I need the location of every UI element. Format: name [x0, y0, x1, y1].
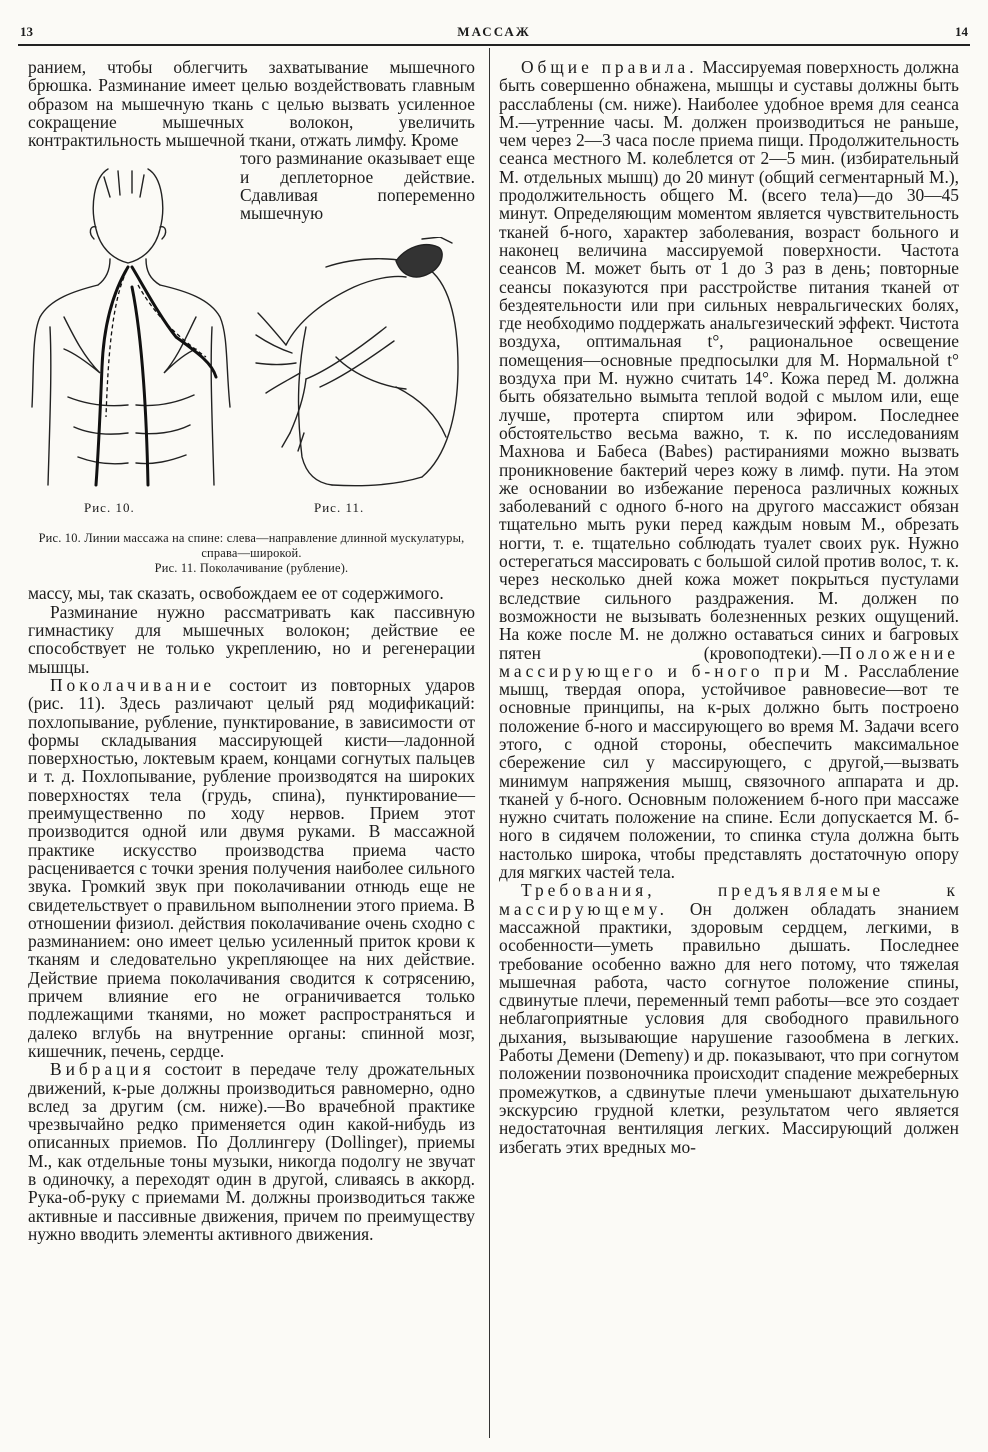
left-column [28, 58, 475, 1243]
column-divider [489, 48, 490, 1438]
caption-fig-11: Рис. 11. Поколачивание (рубление). [154, 561, 349, 576]
term-positioning: Положение массирующего и б-ного при М. [499, 642, 959, 681]
paragraph-requirements [499, 881, 959, 1155]
paragraph-vibration [28, 1060, 475, 1243]
figure-side-text [240, 149, 475, 222]
paragraph-requirements-text: Он должен обладать знанием массажной практики, здоровым сердцем, легкими, в особенности—уметь правильно дышать. Последнее требование особенно важно для него потому, что тяжелая мышечная работа, часто согнутое положение спины, сдвинутые плечи, переменный темп работы—все это создает неблагоприятные условия для свободного правильного дыхания, вызывающие нарушение газообмена в легких. Работы Демени (Demeny) и др. показывают, что при согнутом положении позвоночника происходит спадение межреберных промежутков, а сдвинутые плечи уменьшают дыхательную экскурсию грудной клетки, результатом чего является недостаточная вентиляция легких. Массирующий должен избегать этих вредных мо- [499, 898, 959, 1157]
paragraph-kneading-end: массу, мы, так сказать, освобождаем ее от содержимого. [28, 583, 444, 604]
paragraph-general-rules [499, 58, 959, 881]
term-vibration: Вибрация [50, 1059, 155, 1080]
term-general-rules: Общие правила. [521, 57, 698, 77]
page-number-left: 13 [20, 24, 33, 39]
term-percussion: Поколачивание [50, 674, 216, 695]
running-title: МАССАЖ [457, 24, 531, 39]
paragraph-kneading-gymnastics: Разминание нужно рассматривать как пассивную гимнастику для мышечных волокон; действие ее способствует не только укреплению, но и регенерации мышцы. [28, 601, 475, 677]
term-requirements: Требования, предъявляемые к массирующему. [499, 880, 959, 919]
paragraph-kneading-intro: ранием, чтобы облегчить захватывание мышечного брюшка. Разминание имеет целью воздействовать главным образом на мышечную ткань с целью вызвать усиленное сокращение мышечных волокон, увеличить контрактильность мышечной ткани, отжать лимфу. Кроме [28, 57, 475, 151]
figure-11-percussion-illustration [246, 237, 464, 487]
figure-10-label: Рис. 10. [84, 500, 135, 516]
figure-11-label: Рис. 11. [314, 500, 365, 516]
paragraph-percussion [28, 676, 475, 1060]
right-column [499, 58, 959, 1156]
paragraph-positioning-text: Расслабление мышц, твердая опора, устойчивое равновесие—вот те основные принципы, на к-рых должно быть построено положение б-ного и массирующего во время М. Задачи всего этого, с одной стороны, обеспечить максимальное сбережение сил у массирующего, с другой,—вызвать минимум напряжения мышц, связочного аппарата и др. тканей у б-ного. Основным положением б-ного при массаже нужно считать положение на спине. Если допускается М. б-ного в сидячем положении, то спинка стула должна быть настолько широка, чтобы представлять достаточную опору для мягких частей тела. [499, 660, 959, 883]
figure-10-back-illustration [28, 167, 234, 487]
paragraph-general-rules-text: Массируемая поверхность должна быть совершенно обнажена, мышцы и суставы должны быть расслаблены (см. ниже). Наиболее удобное время для сеанса М.—утренние часы. М. должен производиться не раньше, чем через 2—3 часа после приема пищи. Продолжительность сеанса местного М. колеблется от 2—5 мин. (избирательный М. отдельных мышц) до 20 минут (общий сегментарный М.), продолжительность общего М. (всего тела)—до 30—45 минут. Определяющим моментом является чувствительность тканей б-ного, характер заболевания, возраст больного и наконец величина массируемой поверхности. Частота сеансов М. может быть от 1 до 3 раз в день; повторные сеансы показуются при расстройстве питания тканей от бездеятельности или при сильных невральгических болях, где необходимо поддержать анальгезический эффект. Чистота воздуха, оптимальная t°, рациональное освещение помещения—основные предпосылки для М. Нормальной t° воздуха при М. нужно считать 14°. Кожа перед М. должна быть обязательно вымыта теплой водой с мылом или, еще лучше, протерта спиртом или эфиром. Последнее обстоятельство весьма важно, т. к. по исследованиям Махнова и Бабеса (Babes) растираниями можно вызвать проникновение бактерий через кожу в лимф. пути. На этом же основании во избежание переноса различных кожных заболеваний с одного б-ного на другого массажист обязан тщательно мыть руки перед каждым новым М., обрезать ногти, т. е. тщательно соблюдать туалет своих рук. Нужно остерегаться массировать с большой силой против волос, т. к. через несколько дней кожа может покрыться пустулами вследствие сильного раздражения. М. должен по возможности не вызывать болезненных резких ощущений. На коже после М. не должно оставаться синих и багровых пятен (кровоподтеки).— [499, 57, 959, 663]
figure-block [28, 149, 475, 527]
paragraph-percussion-text: состоит из повторных ударов (рис. 11). Здесь различают целый ряд модификаций: похлопывание, рубление, пунктирование, в зависимости от формы складывания массирующей кисти—ладонной поверхностью, локтевым краем, концами согнутых пальцев и т. д. Похлопывание, рубление производятся на широких поверхностях тела (грудь, спина), пунктирование—преимущественно по ходу нервов. Прием этот производится одной или двумя руками. В массажной практике искусство производства приема часто расценивается с точки зрения получения наиболее сильного звука. Громкий звук при поколачивании отнюдь еще не свидетельствует о правильном выполнении этого приема. В отношении физиол. действия поколачивание очень сходно с разминанием: оно имеет целью усиленный приток крови к тканям и следовательно укрепляющее на них действие. Действие приема поколачивания сводится к сотрясению, причем влияние его не ограничивается только подлежащими тканями, но может распространяться и далеко вглубь на внутренние органы: спинной мозг, кишечник, печень, сердце. [28, 674, 475, 1061]
header-rule [18, 44, 970, 46]
paragraph-kneading-side: того разминание оказывает еще и деплеторное действие. Сдавливая попеременно мышечную [240, 148, 475, 224]
page-header [20, 20, 968, 46]
caption-fig-10: Рис. 10. Линии массажа на спине: слева—направление длинной мускулатуры, справа—широкой. [38, 531, 465, 561]
page-number-right: 14 [955, 24, 968, 39]
figure-caption [28, 531, 475, 576]
paragraph-vibration-text: состоит в передаче телу дрожательных движений, к-рые должны производиться равномерно, одно вслед за другим (см. ниже).—Во врачебной практике чрезвычайно редко применяется один какой-нибудь из описанных приемов. По Доллингеру (Dollinger), приемы М., как отдельные тоны музыки, никогда подолгу не звучат в одиночку, а переходят один в другой, сливаясь в аккорд. Рука-об-руку с приемами М. должны производиться также активные и пассивные движения, причем по преимуществу нужно вводить элементы активного движения. [28, 1059, 475, 1244]
